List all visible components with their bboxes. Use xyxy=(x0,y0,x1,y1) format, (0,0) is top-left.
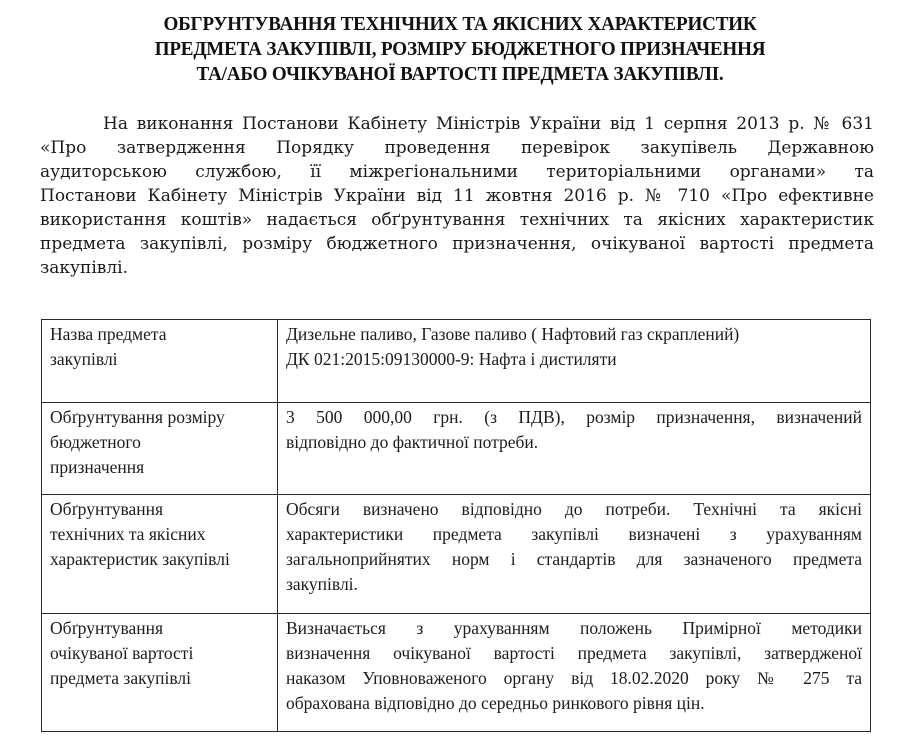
row-label xyxy=(42,403,278,495)
label-line: Назва предмета xyxy=(50,324,167,344)
row-label xyxy=(42,495,278,614)
intro-line: Постанови Кабінету Міністрів України від 11 жовтня 2016 р. № 710 «Про ефективне xyxy=(40,186,874,206)
row-label xyxy=(42,320,278,403)
label-line: технічних та якісних xyxy=(50,524,206,544)
label-line: закупівлі xyxy=(50,349,118,369)
value-line: визначення очікуваної вартості предмета закупівлі, затвердженої xyxy=(286,643,862,663)
intro-line: На виконання Постанови Кабінету Міністрів України від 1 серпня 2013 р. № 631 xyxy=(103,114,874,134)
row-label xyxy=(42,614,278,732)
intro-line: використання коштів» надається обґрунтування технічних та якісних характеристик xyxy=(40,210,874,230)
table-row xyxy=(42,614,871,732)
row-value xyxy=(278,614,871,732)
label-line: предмета закупівлі xyxy=(50,668,191,688)
title-line: ТА/АБО ОЧІКУВАНОЇ ВАРТОСТІ ПРЕДМЕТА ЗАКУПІВЛІ. xyxy=(196,63,724,85)
intro-line: предмета закупівлі, розміру бюджетного призначення, очікуваної вартості предмета xyxy=(40,234,874,254)
intro-paragraph xyxy=(40,112,874,280)
value-line: Дизельне паливо, Газове паливо ( Нафтовий газ скраплений) xyxy=(286,324,740,344)
label-line: Обґрунтування xyxy=(50,618,164,638)
document-title xyxy=(88,12,832,87)
value-line: наказом Уповноваженого органу від 18.02.2020 року № 275 та xyxy=(286,668,862,688)
value-line: характеристики предмета закупівлі визначені з урахуванням xyxy=(286,524,862,544)
table-row xyxy=(42,320,871,403)
justification-table xyxy=(41,319,871,732)
value-line: ДК 021:2015:09130000-9: Нафта і дистиляти xyxy=(286,349,617,369)
title-line: ОБГРУНТУВАННЯ ТЕХНІЧНИХ ТА ЯКІСНИХ ХАРАКТЕРИСТИК xyxy=(163,13,757,35)
label-line: призначення xyxy=(50,457,145,477)
value-line: 3 500 000,00 грн. (з ПДВ), розмір призначення, визначений xyxy=(286,407,862,427)
title-line: ПРЕДМЕТА ЗАКУПІВЛІ, РОЗМІРУ БЮДЖЕТНОГО ПРИЗНАЧЕННЯ xyxy=(154,38,766,60)
label-line: характеристик закупівлі xyxy=(50,549,230,569)
row-value xyxy=(278,320,871,403)
value-line: обрахована відповідно до середньо ринкового рівня цін. xyxy=(286,693,705,713)
intro-line: «Про затвердження Порядку проведення перевірок закупівель Державною xyxy=(40,138,874,158)
label-line: Обґрунтування xyxy=(50,499,164,519)
value-line: Обсяги визначено відповідно до потреби. Технічні та якісні xyxy=(286,499,862,519)
table-row xyxy=(42,403,871,495)
value-line: Визначається з урахуванням положень Примірної методики xyxy=(286,618,862,638)
label-line: бюджетного xyxy=(50,432,141,452)
intro-line: аудиторською службою, її міжрегіональними територіальними органами» та xyxy=(40,162,874,182)
value-line: закупівлі. xyxy=(286,574,358,594)
label-line: очікуваної вартості xyxy=(50,643,194,663)
value-line: загальноприйнятих норм і стандартів для зазначеного предмета xyxy=(286,549,862,569)
intro-line: закупівлі. xyxy=(40,258,129,278)
label-line: Обґрунтування розміру xyxy=(50,407,225,427)
row-value xyxy=(278,403,871,495)
row-value xyxy=(278,495,871,614)
value-line: відповідно до фактичної потреби. xyxy=(286,432,539,452)
table-row xyxy=(42,495,871,614)
